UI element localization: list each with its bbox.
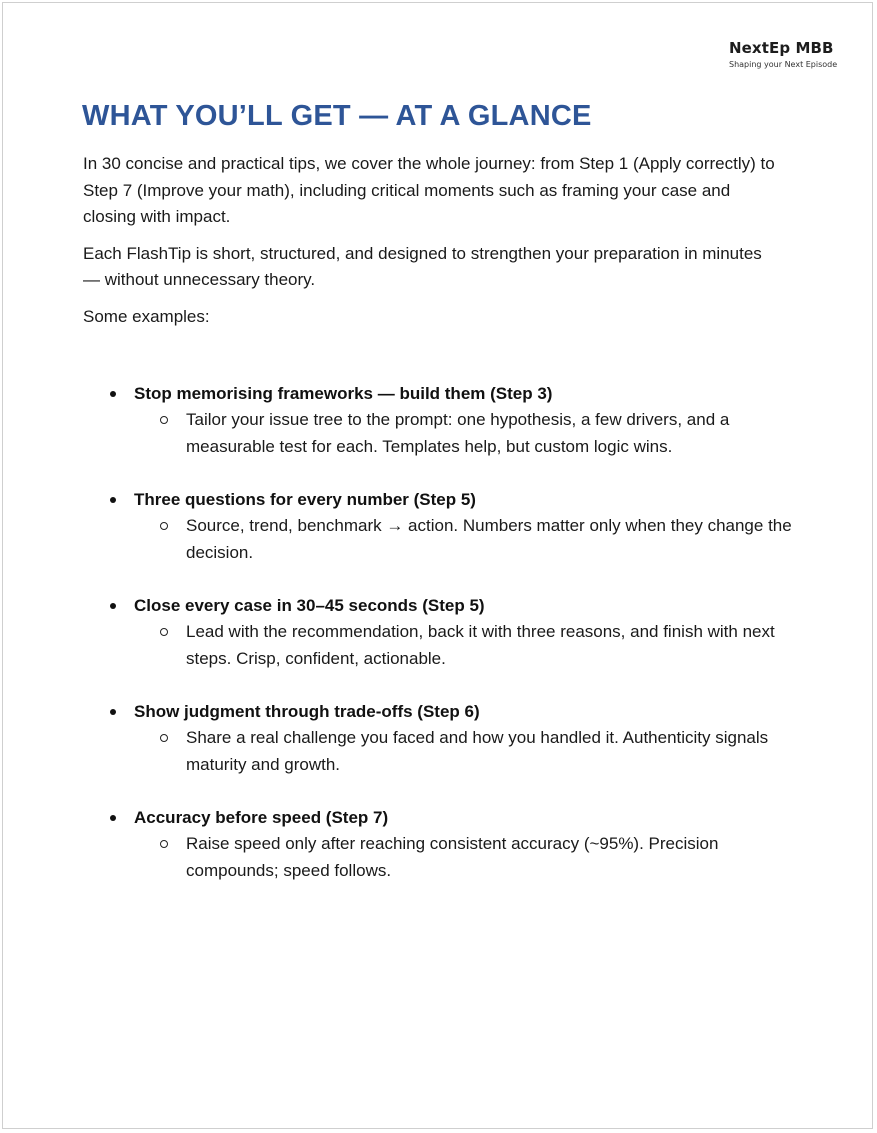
tip-item bbox=[83, 381, 803, 460]
tip-detail-text: Source, trend, benchmark → action. Numbers matter only when they change the decision. bbox=[186, 516, 792, 562]
tip-heading bbox=[83, 699, 803, 725]
bullet-icon bbox=[110, 603, 116, 609]
hollow-bullet-icon bbox=[160, 522, 168, 530]
bullet-icon bbox=[110, 815, 116, 821]
document-page bbox=[2, 2, 873, 1129]
tip-item bbox=[83, 487, 803, 566]
hollow-bullet-icon bbox=[160, 416, 168, 424]
tip-detail-text: Share a real challenge you faced and how you handled it. Authenticity signals maturity and growth. bbox=[186, 728, 769, 774]
tips-list bbox=[83, 381, 803, 911]
tip-detail-text: Tailor your issue tree to the prompt: one hypothesis, a few drivers, and a measurable test for each. Templates help, but custom logic wins. bbox=[186, 410, 730, 456]
tip-heading-text: Close every case in 30–45 seconds (Step 5) bbox=[134, 596, 485, 615]
tip-item bbox=[83, 699, 803, 778]
tip-heading-text: Accuracy before speed (Step 7) bbox=[134, 808, 389, 827]
tip-detail bbox=[83, 407, 796, 460]
bullet-icon bbox=[110, 709, 116, 715]
tip-detail bbox=[83, 513, 796, 566]
tip-detail-text: Raise speed only after reaching consistent accuracy (~95%). Precision compounds; speed follows. bbox=[186, 834, 719, 880]
intro-paragraph-1: In 30 concise and practical tips, we cover the whole journey: from Step 1 (Apply correctly) to Step 7 (Improve your math), including critical moments such as framing your case and closing with impact. bbox=[83, 154, 775, 226]
tip-detail bbox=[83, 619, 796, 672]
tip-detail-text: Lead with the recommendation, back it with three reasons, and finish with next steps. Crisp, confident, actionable. bbox=[186, 622, 775, 668]
tip-heading bbox=[83, 805, 803, 831]
tip-heading bbox=[83, 381, 803, 407]
bullet-icon bbox=[110, 391, 116, 397]
brand-logo bbox=[729, 39, 837, 70]
tip-heading-text: Three questions for every number (Step 5) bbox=[134, 490, 476, 509]
tip-detail bbox=[83, 725, 796, 778]
tip-heading-text: Stop memorising frameworks — build them (Step 3) bbox=[134, 384, 553, 403]
hollow-bullet-icon bbox=[160, 840, 168, 848]
tip-heading bbox=[83, 593, 803, 619]
intro-paragraph-3: Some examples: bbox=[83, 306, 210, 326]
tip-heading bbox=[83, 487, 803, 513]
intro-section bbox=[83, 151, 783, 340]
tip-item bbox=[83, 805, 803, 884]
hollow-bullet-icon bbox=[160, 628, 168, 636]
brand-name: NextEp MBB bbox=[729, 39, 834, 57]
tip-detail bbox=[83, 831, 796, 884]
brand-tagline: Shaping your Next Episode bbox=[729, 60, 838, 69]
tip-heading-text: Show judgment through trade-offs (Step 6) bbox=[134, 702, 480, 721]
intro-paragraph-2: Each FlashTip is short, structured, and designed to strengthen your preparation in minutes — without unnecessary theory. bbox=[83, 243, 762, 289]
page-title: WHAT YOU’LL GET — AT A GLANCE bbox=[82, 100, 592, 132]
bullet-icon bbox=[110, 497, 116, 503]
hollow-bullet-icon bbox=[160, 734, 168, 742]
tip-item bbox=[83, 593, 803, 672]
